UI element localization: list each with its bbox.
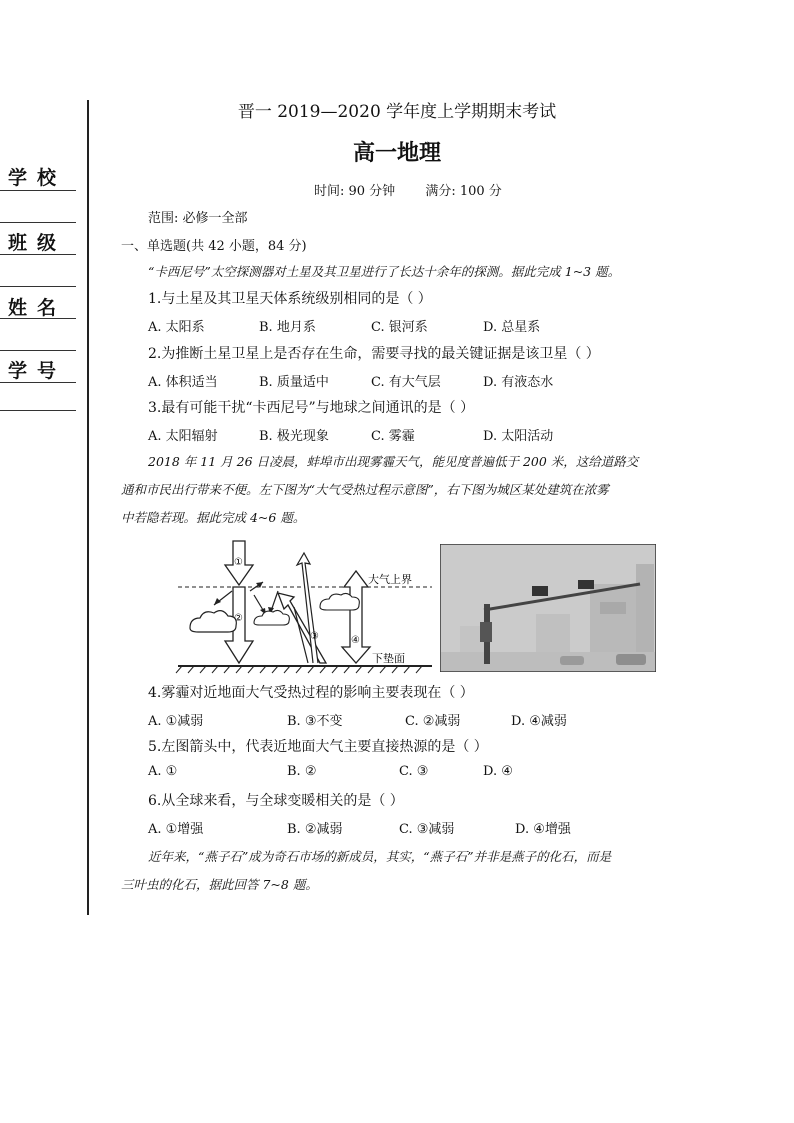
q5-option-b: B. ② (287, 764, 317, 779)
q6-option-c: C. ③减弱 (399, 822, 455, 837)
q5-option-c: C. ③ (399, 764, 429, 779)
cloud-icon (190, 611, 236, 632)
exam-scope: 范围: 必修一全部 (148, 211, 248, 226)
q4-option-a: A. ①减弱 (148, 714, 204, 729)
q1-option-a: A. 太阳系 (148, 320, 205, 335)
foggy-city-photo (440, 544, 656, 672)
q4-option-c: C. ②减弱 (405, 714, 461, 729)
ground-surface-label: 下垫面 (372, 652, 405, 665)
divider (0, 190, 76, 191)
section-heading: 一、单选题(共 42 小题，84 分) (121, 239, 307, 254)
label-3: ③ (310, 631, 319, 642)
arrow-4-counter-radiation (342, 571, 370, 663)
q6-option-d: D. ④增强 (515, 822, 571, 837)
exam-score: 满分: 100 分 (425, 184, 502, 199)
atmospheric-heating-diagram (170, 535, 440, 675)
q1-option-b: B. 地月系 (259, 320, 316, 335)
divider (0, 222, 76, 223)
q4-option-b: B. ③不变 (287, 714, 343, 729)
q2-option-d: D. 有液态水 (483, 375, 554, 390)
q3-option-d: D. 太阳活动 (483, 429, 554, 444)
passage-2-line-1: 2018 年 11 月 26 日凌晨，蚌埠市出现雾霾天气，能见度普遍低于 200 米，这给道路交 (148, 454, 639, 469)
passage-3-line-1: 近年来，“燕子石”成为奇石市场的新成员，其实，“燕子石”并非是燕子的化石，而是 (148, 849, 612, 864)
student-id-label: 学号 (8, 360, 67, 382)
exam-subject: 高一地理 (352, 140, 441, 166)
divider (0, 286, 76, 287)
q1-option-d: D. 总星系 (483, 320, 541, 335)
name-label: 姓名 (8, 297, 67, 319)
arrow-3-ground-longwave (278, 593, 326, 663)
q5-option-a: A. ① (148, 764, 178, 779)
divider (0, 350, 76, 351)
binding-line (87, 100, 89, 915)
q2-option-c: C. 有大气层 (371, 375, 441, 390)
q2-option-b: B. 质量适中 (259, 375, 329, 390)
passage-2-line-3: 中若隐若现。据此完成 4~6 题。 (121, 510, 306, 525)
exam-title: 晋一 2019—2020 学年度上学期期末考试 (237, 102, 557, 122)
exam-meta (314, 180, 528, 199)
q3-option-b: B. 极光现象 (259, 429, 329, 444)
school-label: 学校 (8, 167, 67, 189)
passage-1: “卡西尼号”太空探测器对土星及其卫星进行了长达十余年的探测。据此完成 1~3 题。 (148, 264, 621, 279)
q6-option-a: A. ①增强 (148, 822, 204, 837)
label-1: ① (234, 557, 243, 568)
q4-option-d: D. ④减弱 (511, 714, 567, 729)
class-label: 班级 (8, 232, 67, 254)
passage-2-line-2: 通和市民出行带来不便。左下图为“大气受热过程示意图”，右下图为城区某处建筑在浓雾 (121, 482, 609, 497)
passage-3-line-2: 三叶虫的化石，据此回答 7~8 题。 (121, 877, 318, 892)
q3-option-a: A. 太阳辐射 (148, 429, 218, 444)
q1-option-c: C. 银河系 (371, 320, 428, 335)
exam-time: 时间: 90 分钟 (314, 184, 396, 199)
question-6: 6.从全球来看，与全球变暖相关的是（ ） (148, 793, 404, 809)
label-2: ② (234, 613, 243, 624)
q2-option-a: A. 体积适当 (148, 375, 218, 390)
q5-option-d: D. ④ (483, 764, 513, 779)
question-1: 1.与土星及其卫星天体系统级别相同的是（ ） (148, 291, 432, 307)
question-5: 5.左图箭头中，代表近地面大气主要直接热源的是（ ） (148, 739, 488, 755)
q6-option-b: B. ②减弱 (287, 822, 343, 837)
cloud-icon (254, 610, 289, 625)
question-4: 4.雾霾对近地面大气受热过程的影响主要表现在（ ） (148, 685, 474, 701)
divider (0, 410, 76, 411)
q3-option-c: C. 雾霾 (371, 429, 415, 444)
question-3: 3.最有可能干扰“卡西尼号”与地球之间通讯的是（ ） (148, 400, 475, 416)
arrow-3-escaping (297, 553, 318, 663)
question-2: 2.为推断土星卫星上是否存在生命，需要寻找的最关键证据是该卫星（ ） (148, 346, 600, 362)
label-4: ④ (351, 635, 360, 646)
upper-boundary-label: 大气上界 (368, 573, 412, 586)
